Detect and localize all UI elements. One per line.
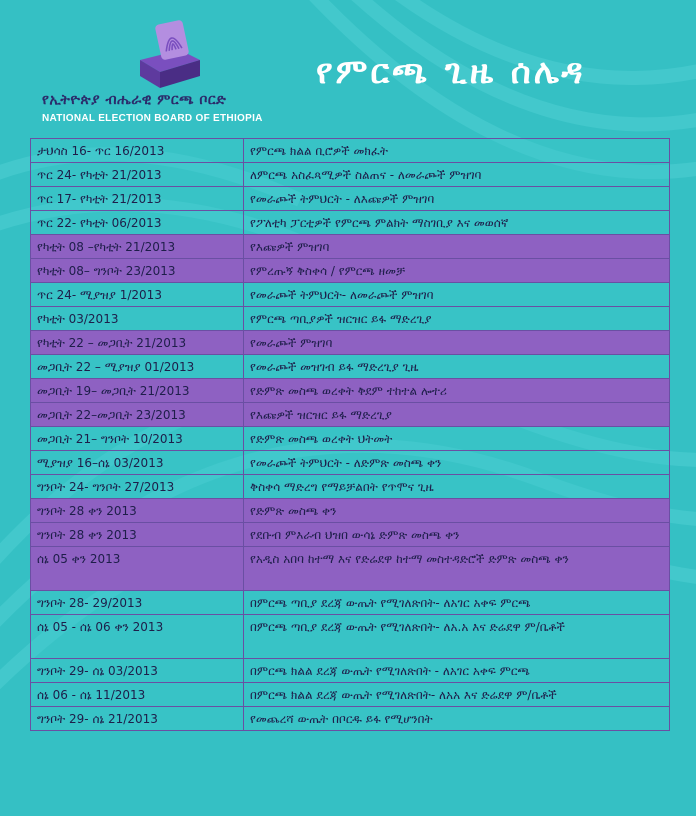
schedule-table-body xyxy=(31,139,670,731)
schedule-date-cell: ግንቦት 28 ቀን 2013 xyxy=(31,523,244,547)
schedule-date-cell: መጋቢት 19– መጋቢት 21/2013 xyxy=(31,379,244,403)
schedule-event-cell: የደቡብ ምእራብ ህዝበ ውሳኔ ድምጽ መስጫ ቀን xyxy=(244,523,670,547)
schedule-event-cell: የእጩዎች ምዝገባ xyxy=(244,235,670,259)
schedule-date-cell: ታህሳስ 16- ጥር 16/2013 xyxy=(31,139,244,163)
schedule-date-cell: ግንቦት 24- ግንቦት 27/2013 xyxy=(31,475,244,499)
schedule-event-cell: የምርጫ ጣቢያዎች ዝርዝር ይፋ ማድረጊያ xyxy=(244,307,670,331)
schedule-date-cell: ጥር 17- የካቲት 21/2013 xyxy=(31,187,244,211)
schedule-event-cell: የድምጽ መስጫ ቀን xyxy=(244,499,670,523)
schedule-event-cell: የመራጮች ምዝገባ xyxy=(244,331,670,355)
schedule-date-cell: መጋቢት 22 – ሚያዝያ 01/2013 xyxy=(31,355,244,379)
table-row xyxy=(31,379,670,403)
schedule-date-cell: ሰኔ 06 - ሰኔ 11/2013 xyxy=(31,683,244,707)
schedule-event-cell: በምርጫ ክልል ደረጃ ውጤት የሚገለጽበት - ለአገር አቀፍ ምርጫ xyxy=(244,659,670,683)
header xyxy=(0,0,696,136)
schedule-table-container xyxy=(30,138,670,731)
schedule-date-cell: የካቲት 08– ግንቦት 23/2013 xyxy=(31,259,244,283)
table-row xyxy=(31,427,670,451)
schedule-event-cell: በምርጫ ክልል ደረጃ ውጤት የሚገለጽበት- ለአአ እና ድሬደዋ ም/ቤቶች xyxy=(244,683,670,707)
schedule-event-cell: የመራጮች ትምህርት - ለእጩዎች ምዝገባ xyxy=(244,187,670,211)
schedule-event-cell: የድምጽ መስጫ ወረቀት ቅደም ተከተል ሎተሪ xyxy=(244,379,670,403)
table-row xyxy=(31,307,670,331)
schedule-date-cell: የካቲት 03/2013 xyxy=(31,307,244,331)
schedule-event-cell: የመራጮች ትምህርት - ለድምጽ መስጫ ቀን xyxy=(244,451,670,475)
schedule-date-cell: ግንቦት 28 ቀን 2013 xyxy=(31,499,244,523)
schedule-date-cell: ግንቦት 28- 29/2013 xyxy=(31,591,244,615)
schedule-date-cell: መጋቢት 21– ግንቦት 10/2013 xyxy=(31,427,244,451)
table-row xyxy=(31,187,670,211)
table-row xyxy=(31,707,670,731)
schedule-event-cell: የምረጡኝ ቅስቀሳ / የምርጫ ዘመቻ xyxy=(244,259,670,283)
ballot-box-icon xyxy=(130,20,210,90)
schedule-event-cell: በምርጫ ጣቢያ ደረጃ ውጤት የሚገለጽበት- ለአገር አቀፍ ምርጫ xyxy=(244,591,670,615)
schedule-date-cell: ሰኔ 05 - ሰኔ 06 ቀን 2013 xyxy=(31,615,244,659)
table-row xyxy=(31,211,670,235)
table-row xyxy=(31,659,670,683)
schedule-date-cell: የካቲት 08 –የካቲት 21/2013 xyxy=(31,235,244,259)
table-row xyxy=(31,259,670,283)
schedule-table xyxy=(30,138,670,731)
table-row xyxy=(31,683,670,707)
schedule-event-cell: የድምጽ መስጫ ወረቀት ህትመት xyxy=(244,427,670,451)
schedule-event-cell: የእጩዎች ዝርዝር ይፋ ማድረጊያ xyxy=(244,403,670,427)
table-row xyxy=(31,403,670,427)
schedule-date-cell: ጥር 24- ሚያዝያ 1/2013 xyxy=(31,283,244,307)
schedule-event-cell: በምርጫ ጣቢያ ደረጃ ውጤት የሚገለጽበት- ለአ.አ እና ድሬደዋ ም/ቤቶች xyxy=(244,615,670,659)
schedule-event-cell: የአዲስ አበባ ከተማ እና የድሬደዋ ከተማ መስተዳድሮች ድምጽ መስጫ ቀን xyxy=(244,547,670,591)
table-row xyxy=(31,331,670,355)
schedule-event-cell: የመራጮች መዝገብ ይፋ ማድረጊያ ጊዜ xyxy=(244,355,670,379)
table-row xyxy=(31,475,670,499)
org-name-amharic: የኢትዮጵያ ብሔራዊ ምርጫ ቦርድ xyxy=(42,92,227,108)
table-row xyxy=(31,499,670,523)
table-row xyxy=(31,163,670,187)
table-row xyxy=(31,451,670,475)
table-row xyxy=(31,523,670,547)
table-row xyxy=(31,235,670,259)
table-row xyxy=(31,283,670,307)
table-row xyxy=(31,591,670,615)
table-row xyxy=(31,355,670,379)
schedule-event-cell: የመራጮች ትምህርት- ለመራጮች ምዝገባ xyxy=(244,283,670,307)
page-title: የምርጫ ጊዜ ሰሌዳ xyxy=(316,52,586,92)
schedule-event-cell: ቅስቀሳ ማድረግ የማይቻልበት የጥሞና ጊዜ xyxy=(244,475,670,499)
schedule-date-cell: መጋቢት 22–መጋቢት 23/2013 xyxy=(31,403,244,427)
org-name-english: NATIONAL ELECTION BOARD OF ETHIOPIA xyxy=(42,113,263,124)
schedule-event-cell: ለምርጫ አስፈጻሚዎች ስልጠና - ለመራጮች ምዝገባ xyxy=(244,163,670,187)
schedule-event-cell: የፖለቲካ ፓርቲዎች የምርጫ ምልክት ማስገቢያ እና መወሰኛ xyxy=(244,211,670,235)
table-row xyxy=(31,615,670,659)
schedule-date-cell: ሚያዝያ 16–ሰኔ 03/2013 xyxy=(31,451,244,475)
schedule-date-cell: ጥር 24- የካቲት 21/2013 xyxy=(31,163,244,187)
schedule-event-cell: የመጨረሻ ውጤት በቦርዱ ይፋ የሚሆንበት xyxy=(244,707,670,731)
schedule-date-cell: ሰኔ 05 ቀን 2013 xyxy=(31,547,244,591)
table-row xyxy=(31,547,670,591)
schedule-date-cell: የካቲት 22 – መጋቢት 21/2013 xyxy=(31,331,244,355)
schedule-date-cell: ግንቦት 29- ሰኔ 03/2013 xyxy=(31,659,244,683)
schedule-date-cell: ግንቦት 29- ሰኔ 21/2013 xyxy=(31,707,244,731)
schedule-event-cell: የምርጫ ክልል ቢሮዎች መክፈት xyxy=(244,139,670,163)
table-row xyxy=(31,139,670,163)
board-logo xyxy=(42,20,282,130)
schedule-date-cell: ጥር 22- የካቲት 06/2013 xyxy=(31,211,244,235)
